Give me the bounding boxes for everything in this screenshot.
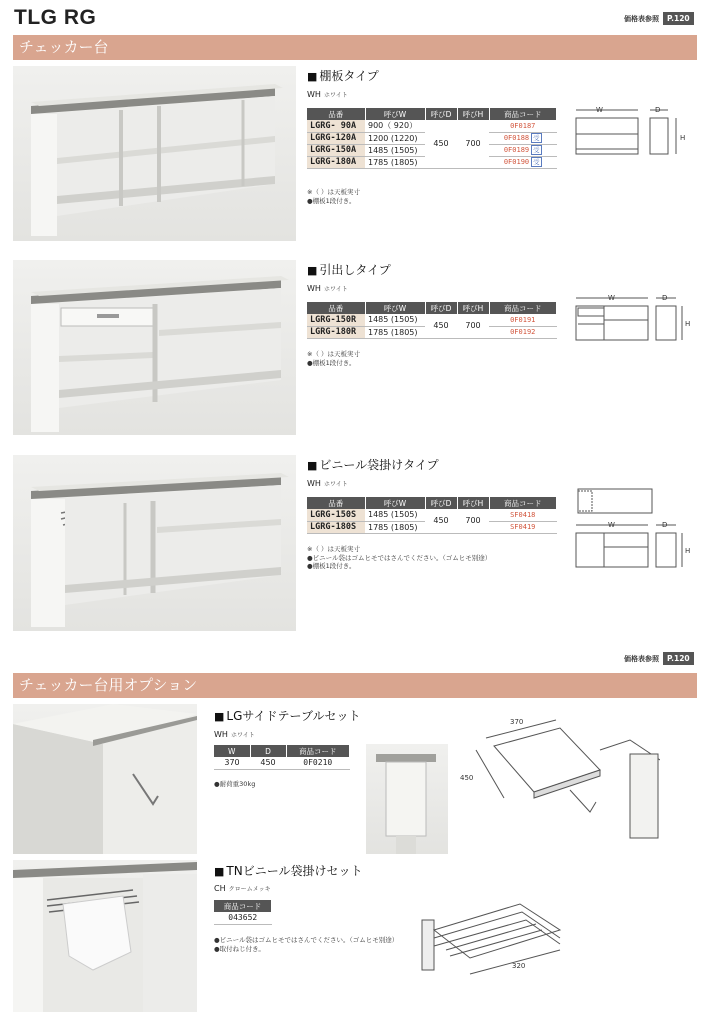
color-code: CH: [214, 884, 226, 893]
product-title-drawer-type: ■ 引出しタイプ: [307, 261, 391, 278]
col-header: 商品コード: [489, 302, 557, 314]
spec-table-side-table: [214, 745, 350, 770]
color-code: WH: [307, 284, 321, 293]
color-code: WH: [307, 90, 321, 99]
w-cell: 1785 (1805): [365, 326, 425, 338]
code-text: 0F0187: [510, 121, 536, 130]
note-line: ●棚板1段付き。: [307, 562, 356, 570]
spec-table-bag-hanger: [214, 900, 272, 925]
note-line: ●ビニール袋はゴムヒモではさんでください。（ゴムヒモ別途）: [214, 936, 399, 944]
note-line: ●取付ねじ付き。: [214, 944, 265, 953]
code-cell: [489, 144, 557, 156]
code-text: 0F0189: [503, 146, 530, 154]
w-cell: 1485 (1505): [365, 509, 425, 521]
product-photo-shelf-type: [13, 66, 296, 241]
note-line: ●耐荷重30kg: [214, 780, 256, 788]
spec-table-drawer-type: [307, 302, 557, 339]
w-cell: 1485 (1505): [365, 314, 425, 326]
dim-label-d: D: [662, 521, 668, 529]
d-cell: 450: [425, 120, 457, 168]
col-header: W: [214, 745, 250, 757]
option-title-side-table: ■ LGサイドテーブルセット: [214, 707, 360, 724]
dim-label-d: D: [662, 294, 668, 302]
dim-label-w: W: [608, 294, 615, 302]
made-to-order-badge: 受: [533, 134, 540, 142]
note-line: ●棚板1段付き。: [307, 358, 356, 367]
table-row: [214, 757, 350, 769]
dim-label-320: 320: [512, 962, 526, 970]
option-title-bag-hanger: ■ TNビニール袋掛けセット: [214, 862, 362, 879]
color-name: ホワイト: [323, 481, 348, 488]
code-cell: 0F0210: [286, 757, 350, 769]
code-cell: [489, 156, 557, 168]
h-cell: 700: [457, 509, 489, 533]
code-cell: 043652: [214, 912, 272, 924]
spec-table-header: [214, 745, 350, 757]
section-band-options: チェッカー台用オプション: [13, 673, 697, 698]
table-row: [214, 912, 272, 924]
table-row: [307, 314, 557, 326]
model-cell: LGRG-180A: [307, 156, 365, 168]
dimension-drawing-drawer: [572, 292, 697, 352]
h-cell: 700: [457, 120, 489, 168]
note-line: ※（ ）は天板実寸: [307, 545, 361, 553]
model-cell: LGRG-180R: [307, 326, 365, 338]
col-header: 商品コード: [214, 900, 272, 912]
table-row: [307, 509, 557, 521]
color-line: [307, 90, 348, 99]
dim-label-w: W: [596, 106, 603, 114]
col-header: 呼びW: [365, 302, 425, 314]
spec-table-shelf-type: [307, 108, 557, 169]
notes: [307, 545, 491, 571]
option-photo-side-table: [13, 704, 197, 854]
h-cell: 700: [457, 314, 489, 338]
spec-table-header: [307, 302, 557, 314]
product-title-bag-hanger-type: ■ ビニール袋掛けタイプ: [307, 456, 439, 473]
price-ref-page[interactable]: P.120: [663, 12, 694, 25]
dim-label-h: H: [685, 547, 691, 555]
color-line: [307, 284, 348, 293]
model-cell: LGRG- 90A: [307, 120, 365, 132]
color-name: ホワイト: [230, 732, 255, 739]
dimension-drawing-bag-hanger: [572, 487, 697, 577]
price-reference: [624, 12, 694, 25]
col-header: 呼びW: [365, 497, 425, 509]
dim-label-450: 450: [460, 774, 474, 782]
w-cell: 900（ 920）: [365, 120, 425, 132]
col-header: 商品コード: [286, 745, 350, 757]
note-line: ●棚板1段付き。: [307, 196, 356, 205]
made-to-order-badge: 受: [533, 146, 540, 154]
page-title: TLG RG: [14, 6, 97, 29]
note-line: ※（ ）は天板実寸: [307, 350, 361, 358]
w-cell: 1785 (1805): [365, 521, 425, 533]
color-line: [307, 479, 348, 488]
dimension-drawing-bag-hanger-set: [410, 890, 570, 990]
col-header: 呼びH: [457, 108, 489, 120]
code-cell: 0F0191: [489, 314, 557, 326]
dim-label-370: 370: [510, 718, 524, 726]
dimension-drawing-shelf: [572, 104, 697, 164]
model-cell: LGRG-150A: [307, 144, 365, 156]
col-header: D: [250, 745, 286, 757]
w-cell: 370: [214, 757, 250, 769]
dim-label-w: W: [608, 521, 615, 529]
code-cell: 0F0192: [489, 326, 557, 338]
col-header: 品番: [307, 302, 365, 314]
color-line: [214, 730, 255, 739]
note-line: ※（ ）は天板実寸: [307, 188, 361, 196]
color-name: クロームメッキ: [228, 886, 271, 893]
notes: [307, 188, 360, 205]
spec-table-bag-hanger-type: [307, 497, 557, 534]
model-cell: LGRG-150S: [307, 509, 365, 521]
price-ref-label: 価格表参照: [624, 14, 659, 23]
spec-table-header: [307, 497, 557, 509]
code-cell: [489, 120, 557, 132]
model-cell: LGRG-120A: [307, 132, 365, 144]
color-line: [214, 884, 271, 893]
dim-label-h: H: [685, 320, 691, 328]
col-header: 呼びD: [425, 497, 457, 509]
code-text: 0F0188: [503, 134, 530, 142]
w-cell: 1485 (1505): [365, 144, 425, 156]
table-row: [307, 120, 557, 132]
price-ref-label: 価格表参照: [624, 654, 659, 663]
col-header: 品番: [307, 108, 365, 120]
col-header: 商品コード: [489, 497, 557, 509]
dim-label-d: D: [655, 106, 661, 114]
col-header: 品番: [307, 497, 365, 509]
model-cell: LGRG-180S: [307, 521, 365, 533]
notes: [214, 936, 398, 953]
spec-table-header: [214, 900, 272, 912]
d-cell: 450: [425, 314, 457, 338]
col-header: 呼びD: [425, 302, 457, 314]
code-text: 0F0190: [503, 158, 530, 166]
color-code: WH: [307, 479, 321, 488]
d-cell: 450: [250, 757, 286, 769]
option-photo-bag-hanger: [13, 860, 197, 1012]
color-name: ホワイト: [323, 92, 348, 99]
made-to-order-badge: 受: [533, 158, 540, 166]
code-cell: [489, 132, 557, 144]
w-cell: 1200 (1220): [365, 132, 425, 144]
dim-label-h: H: [680, 134, 686, 142]
d-cell: 450: [425, 509, 457, 533]
color-name: ホワイト: [323, 286, 348, 293]
code-cell: SF0419: [489, 521, 557, 533]
notes: [214, 780, 255, 789]
product-photo-bag-hanger-type: [13, 455, 296, 631]
col-header: 呼びH: [457, 302, 489, 314]
price-reference: [624, 652, 694, 665]
notes: [307, 350, 360, 367]
price-ref-page[interactable]: P.120: [663, 652, 694, 665]
color-code: WH: [214, 730, 228, 739]
note-line: ●ビニール袋はゴムヒモではさんでください。（ゴムヒモ別途）: [307, 553, 492, 562]
col-header: 商品コード: [489, 108, 557, 120]
col-header: 呼びW: [365, 108, 425, 120]
col-header: 呼びD: [425, 108, 457, 120]
model-cell: LGRG-150R: [307, 314, 365, 326]
w-cell: 1785 (1805): [365, 156, 425, 168]
col-header: 呼びH: [457, 497, 489, 509]
code-cell: SF0418: [489, 509, 557, 521]
product-title-shelf-type: ■ 棚板タイプ: [307, 67, 379, 84]
product-photo-drawer-type: [13, 260, 296, 435]
section-band-checker: チェッカー台: [13, 35, 697, 60]
spec-table-header: [307, 108, 557, 120]
option-photo-side-table-folded: [366, 744, 448, 854]
dimension-drawing-side-table: [460, 710, 660, 850]
